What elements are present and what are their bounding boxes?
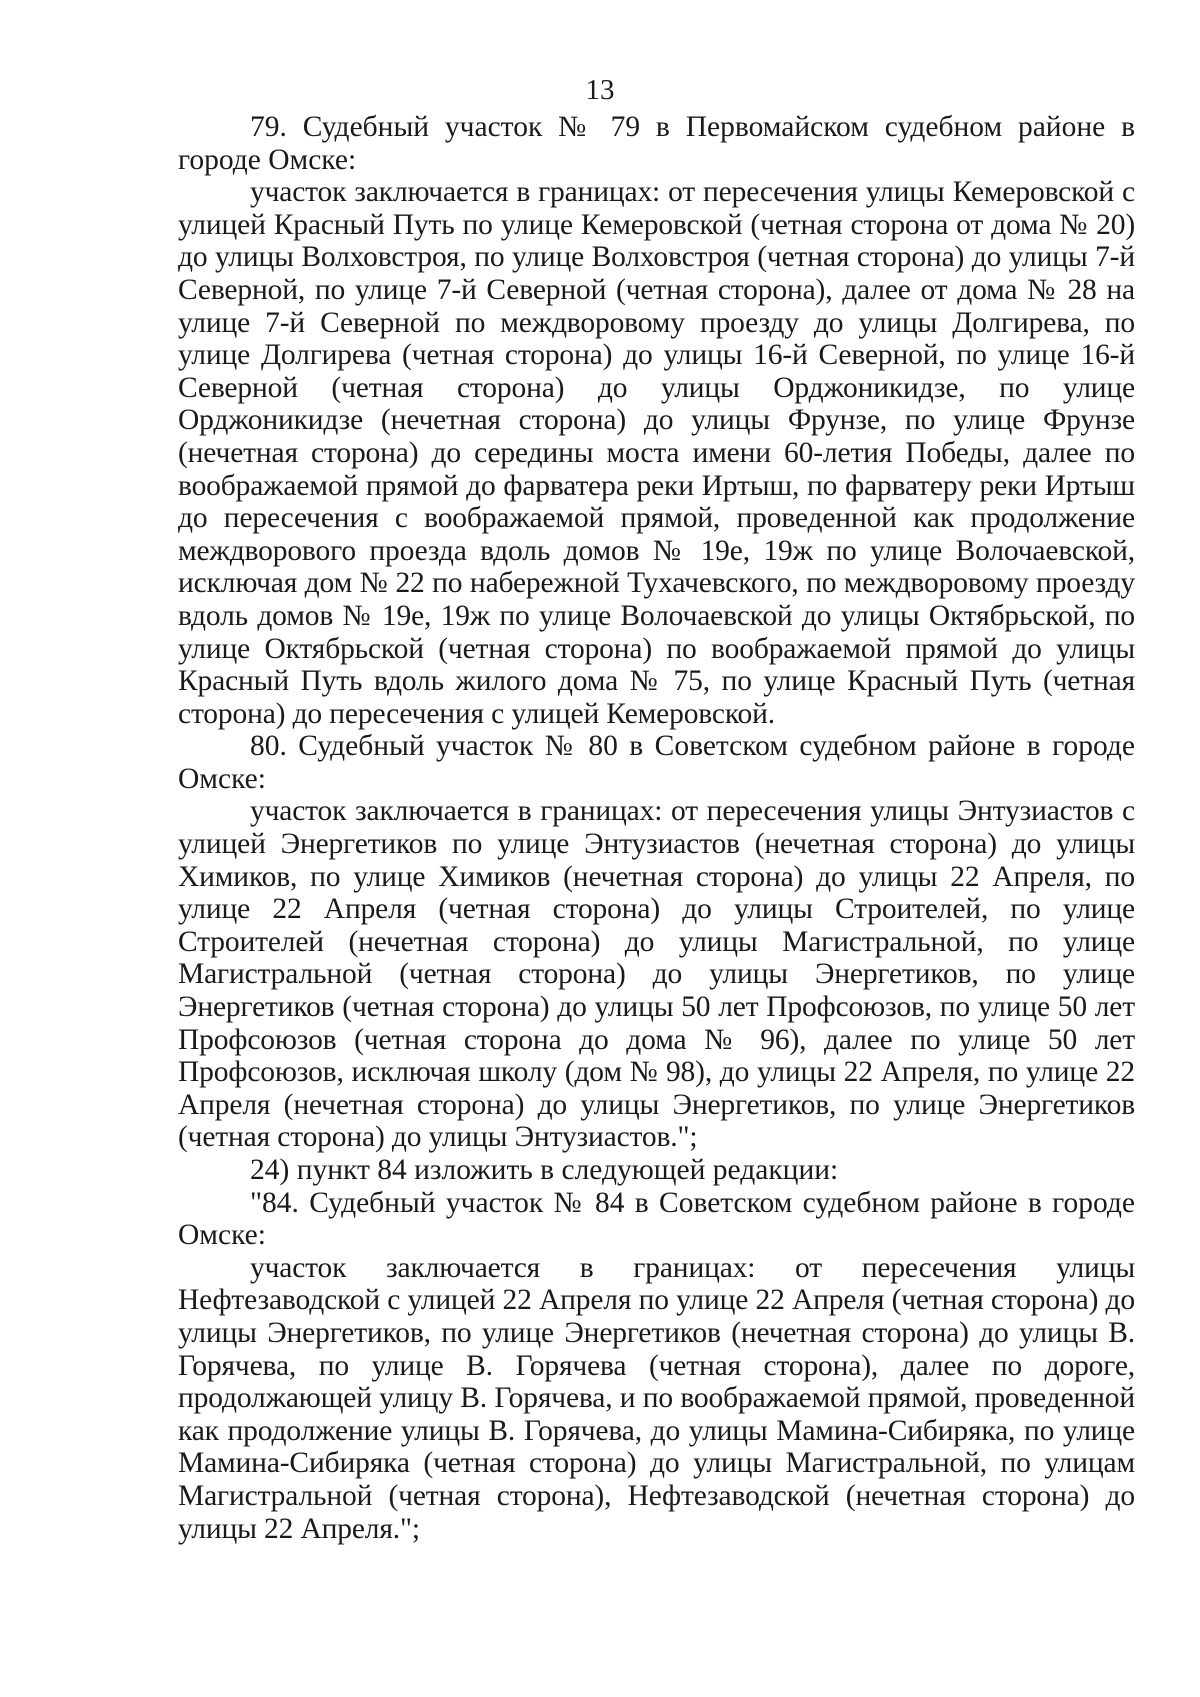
section-79-boundaries: участок заключается в границах: от пересечения улицы Кемеровской с улицей Красный Путь по улице Кемеровской (четная сторона от дома № 20) до улицы Волховстроя, по улице Волховстроя (четная сторона) до улицы 7-й Северной, по улице 7-й Северной (четная сторона), далее от дома № 28 на улице 7-й Северной по междворовому проезду до улицы Долгирева, по улице Долгирева (четная сторона) до улицы 16-й Северной, по улице 16-й Северной (четная сторона) до улицы Орджоникидзе, по улице Орджоникидзе (нечетная сторона) до улицы Фрунзе, по улице Фрунзе (нечетная сторона) до середины моста имени 60-летия Победы, далее по воображаемой прямой до фарватера реки Иртыш, по фарватеру реки Иртыш до пересечения с воображаемой прямой, проведенной как продолжение междворового проезда вдоль домов № 19е, 19ж по улице Волочаевской, исключая дом № 22 по набережной Тухачевского, по междворовому проезду вдоль домов № 19е, 19ж по улице Волочаевской до улицы Октябрьской, по улице Октябрьской (четная сторона) по воображаемой прямой до улицы Красный Путь вдоль жилого дома № 75, по улице Красный Путь (четная сторона) до пересечения с улицей Кемеровской. xyxy=(178,176,1135,730)
section-79-heading: 79. Судебный участок № 79 в Первомайском судебном районе в городе Омске: xyxy=(178,111,1135,176)
section-84-boundaries: участок заключается в границах: от пересечения улицы Нефтезаводской с улицей 22 Апреля по улице 22 Апреля (четная сторона) до улицы Энергетиков, по улице Энергетиков (нечетная сторона) до улицы В. Горячева, по улице В. Горячева (четная сторона), далее по дороге, продолжающей улицу В. Горячева, и по воображаемой прямой, проведенной как продолжение улицы В. Горячева, до улицы Мамина-Сибиряка, по улице Мамина-Сибиряка (четная сторона) до улицы Магистральной, по улицам Магистральной (четная сторона), Нефтезаводской (нечетная сторона) до улицы 22 Апреля."; xyxy=(178,1251,1135,1545)
section-84-heading: "84. Судебный участок № 84 в Советском судебном районе в городе Омске: xyxy=(178,1186,1135,1252)
amendment-item-24: 24) пункт 84 изложить в следующей редакции: xyxy=(250,1154,839,1186)
document-body xyxy=(178,111,1135,1545)
page-number: 13 xyxy=(585,74,615,106)
section-80-boundaries: участок заключается в границах: от пересечения улицы Энтузиастов с улицей Энергетиков по улице Энтузиастов (нечетная сторона) до улицы Химиков, по улице Химиков (нечетная сторона) до улицы 22 Апреля, по улице 22 Апреля (четная сторона) до улицы Строителей, по улице Строителей (нечетная сторона) до улицы Магистральной, по улице Магистральной (четная сторона) до улицы Энергетиков, по улице Энергетиков (четная сторона) до улицы 50 лет Профсоюзов, по улице 50 лет Профсоюзов (четная сторона до дома № 96), далее по улице 50 лет Профсоюзов, исключая школу (дом № 98), до улицы 22 Апреля, по улице 22 Апреля (нечетная сторона) до улицы Энергетиков, по улице Энергетиков (четная сторона) до улицы Энтузиастов."; xyxy=(178,795,1135,1154)
section-80-heading: 80. Судебный участок № 80 в Советском судебном районе в городе Омске: xyxy=(178,730,1135,795)
